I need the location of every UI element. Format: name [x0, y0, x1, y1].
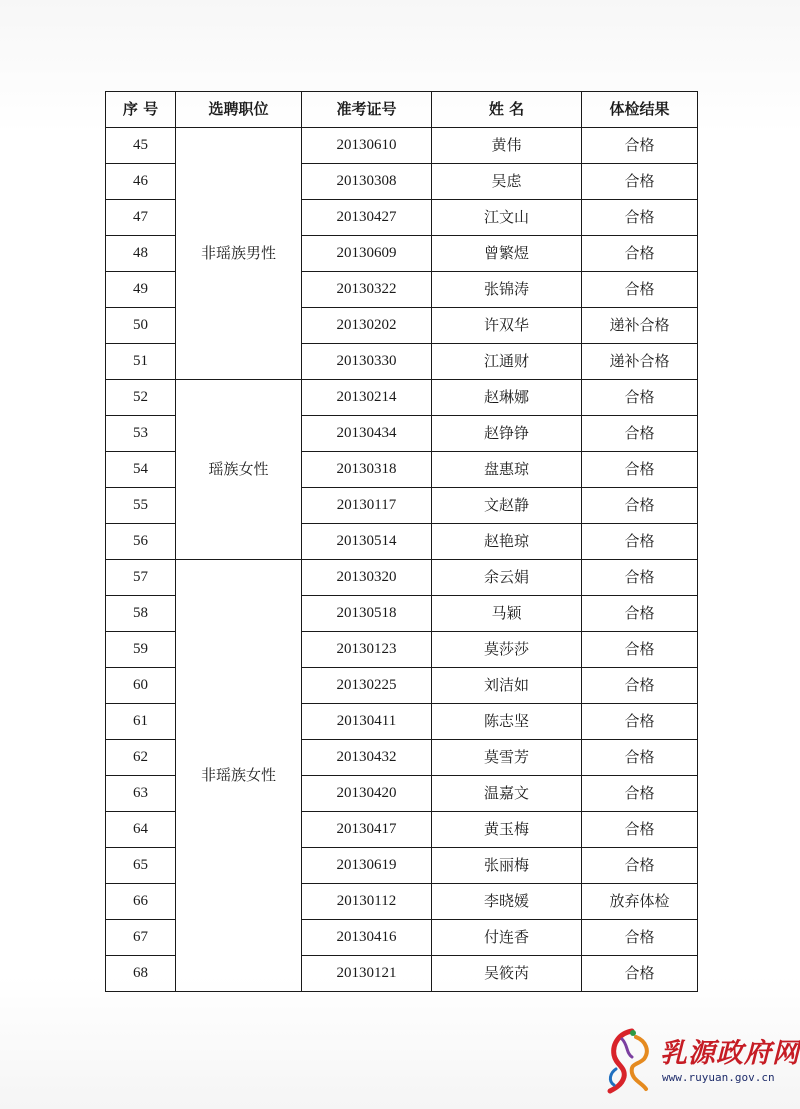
header-serial-number: 序 号 — [106, 92, 176, 128]
cell-serial-number: 58 — [106, 596, 176, 632]
cell-exam-id: 20130308 — [302, 164, 432, 200]
cell-serial-number: 53 — [106, 416, 176, 452]
cell-candidate-name: 李晓媛 — [432, 884, 582, 920]
cell-serial-number: 57 — [106, 560, 176, 596]
cell-serial-number: 59 — [106, 632, 176, 668]
cell-position-group: 瑶族女性 — [176, 380, 302, 560]
cell-candidate-name: 张丽梅 — [432, 848, 582, 884]
cell-exam-result: 合格 — [582, 632, 698, 668]
cell-candidate-name: 刘洁如 — [432, 668, 582, 704]
cell-exam-id: 20130411 — [302, 704, 432, 740]
table-body — [106, 128, 698, 992]
header-name: 姓 名 — [432, 92, 582, 128]
header-row — [106, 92, 698, 128]
cell-exam-result: 合格 — [582, 848, 698, 884]
cell-exam-result: 合格 — [582, 236, 698, 272]
cell-exam-result: 合格 — [582, 452, 698, 488]
cell-candidate-name: 吴虑 — [432, 164, 582, 200]
cell-exam-id: 20130112 — [302, 884, 432, 920]
cell-exam-result: 合格 — [582, 596, 698, 632]
cell-exam-result: 合格 — [582, 704, 698, 740]
cell-serial-number: 54 — [106, 452, 176, 488]
cell-exam-id: 20130514 — [302, 524, 432, 560]
site-watermark — [602, 1021, 800, 1101]
cell-candidate-name: 许双华 — [432, 308, 582, 344]
cell-candidate-name: 余云娟 — [432, 560, 582, 596]
cell-exam-result: 合格 — [582, 956, 698, 992]
cell-serial-number: 63 — [106, 776, 176, 812]
cell-candidate-name: 盘惠琼 — [432, 452, 582, 488]
cell-exam-id: 20130117 — [302, 488, 432, 524]
cell-candidate-name: 江文山 — [432, 200, 582, 236]
table-row — [106, 380, 698, 416]
cell-serial-number: 49 — [106, 272, 176, 308]
cell-candidate-name: 温嘉文 — [432, 776, 582, 812]
watermark-site-name: 乳源政府网 — [660, 1038, 800, 1069]
cell-exam-result: 合格 — [582, 380, 698, 416]
cell-serial-number: 55 — [106, 488, 176, 524]
cell-exam-result: 合格 — [582, 740, 698, 776]
cell-candidate-name: 赵铮铮 — [432, 416, 582, 452]
cell-exam-id: 20130330 — [302, 344, 432, 380]
cell-serial-number: 46 — [106, 164, 176, 200]
table-row — [106, 128, 698, 164]
cell-serial-number: 67 — [106, 920, 176, 956]
cell-exam-result: 递补合格 — [582, 308, 698, 344]
cell-candidate-name: 莫莎莎 — [432, 632, 582, 668]
cell-candidate-name: 黄玉梅 — [432, 812, 582, 848]
cell-candidate-name: 文赵静 — [432, 488, 582, 524]
cell-exam-id: 20130202 — [302, 308, 432, 344]
cell-exam-id: 20130420 — [302, 776, 432, 812]
cell-exam-result: 合格 — [582, 200, 698, 236]
cell-exam-id: 20130318 — [302, 452, 432, 488]
cell-serial-number: 64 — [106, 812, 176, 848]
cell-serial-number: 45 — [106, 128, 176, 164]
header-position: 选聘职位 — [176, 92, 302, 128]
cell-candidate-name: 赵艳琼 — [432, 524, 582, 560]
cell-exam-id: 20130619 — [302, 848, 432, 884]
cell-exam-id: 20130417 — [302, 812, 432, 848]
cell-candidate-name: 张锦涛 — [432, 272, 582, 308]
header-exam-id: 准考证号 — [302, 92, 432, 128]
cell-serial-number: 68 — [106, 956, 176, 992]
cell-serial-number: 60 — [106, 668, 176, 704]
cell-exam-id: 20130123 — [302, 632, 432, 668]
cell-serial-number: 56 — [106, 524, 176, 560]
header-exam-result: 体检结果 — [582, 92, 698, 128]
physical-exam-results-table — [105, 91, 698, 992]
cell-serial-number: 50 — [106, 308, 176, 344]
cell-exam-id: 20130610 — [302, 128, 432, 164]
cell-exam-result: 合格 — [582, 272, 698, 308]
cell-candidate-name: 黄伟 — [432, 128, 582, 164]
cell-serial-number: 51 — [106, 344, 176, 380]
cell-serial-number: 62 — [106, 740, 176, 776]
cell-exam-result: 放弃体检 — [582, 884, 698, 920]
cell-candidate-name: 陈志坚 — [432, 704, 582, 740]
cell-candidate-name: 赵琳娜 — [432, 380, 582, 416]
cell-serial-number: 61 — [106, 704, 176, 740]
cell-exam-id: 20130121 — [302, 956, 432, 992]
cell-exam-id: 20130518 — [302, 596, 432, 632]
dragon-logo-icon — [602, 1025, 656, 1097]
cell-exam-id: 20130320 — [302, 560, 432, 596]
cell-exam-id: 20130416 — [302, 920, 432, 956]
cell-exam-result: 合格 — [582, 164, 698, 200]
cell-serial-number: 48 — [106, 236, 176, 272]
cell-exam-id: 20130434 — [302, 416, 432, 452]
cell-exam-id: 20130609 — [302, 236, 432, 272]
table-row — [106, 560, 698, 596]
cell-exam-id: 20130432 — [302, 740, 432, 776]
cell-exam-result: 合格 — [582, 776, 698, 812]
cell-exam-id: 20130427 — [302, 200, 432, 236]
cell-exam-id: 20130225 — [302, 668, 432, 704]
cell-exam-result: 合格 — [582, 416, 698, 452]
cell-candidate-name: 马颖 — [432, 596, 582, 632]
table-header — [106, 92, 698, 128]
cell-exam-result: 合格 — [582, 560, 698, 596]
cell-serial-number: 52 — [106, 380, 176, 416]
cell-serial-number: 65 — [106, 848, 176, 884]
cell-exam-id: 20130214 — [302, 380, 432, 416]
cell-candidate-name: 付连香 — [432, 920, 582, 956]
cell-serial-number: 66 — [106, 884, 176, 920]
cell-exam-result: 合格 — [582, 488, 698, 524]
cell-exam-result: 递补合格 — [582, 344, 698, 380]
cell-position-group: 非瑶族女性 — [176, 560, 302, 992]
cell-exam-result: 合格 — [582, 812, 698, 848]
cell-exam-result: 合格 — [582, 668, 698, 704]
cell-candidate-name: 莫雪芳 — [432, 740, 582, 776]
cell-exam-id: 20130322 — [302, 272, 432, 308]
cell-exam-result: 合格 — [582, 524, 698, 560]
cell-candidate-name: 江通财 — [432, 344, 582, 380]
cell-candidate-name: 曾繁煜 — [432, 236, 582, 272]
cell-serial-number: 47 — [106, 200, 176, 236]
cell-exam-result: 合格 — [582, 920, 698, 956]
cell-exam-result: 合格 — [582, 128, 698, 164]
watermark-url: www.ruyuan.gov.cn — [662, 1071, 775, 1084]
cell-position-group: 非瑶族男性 — [176, 128, 302, 380]
cell-candidate-name: 吴筱芮 — [432, 956, 582, 992]
